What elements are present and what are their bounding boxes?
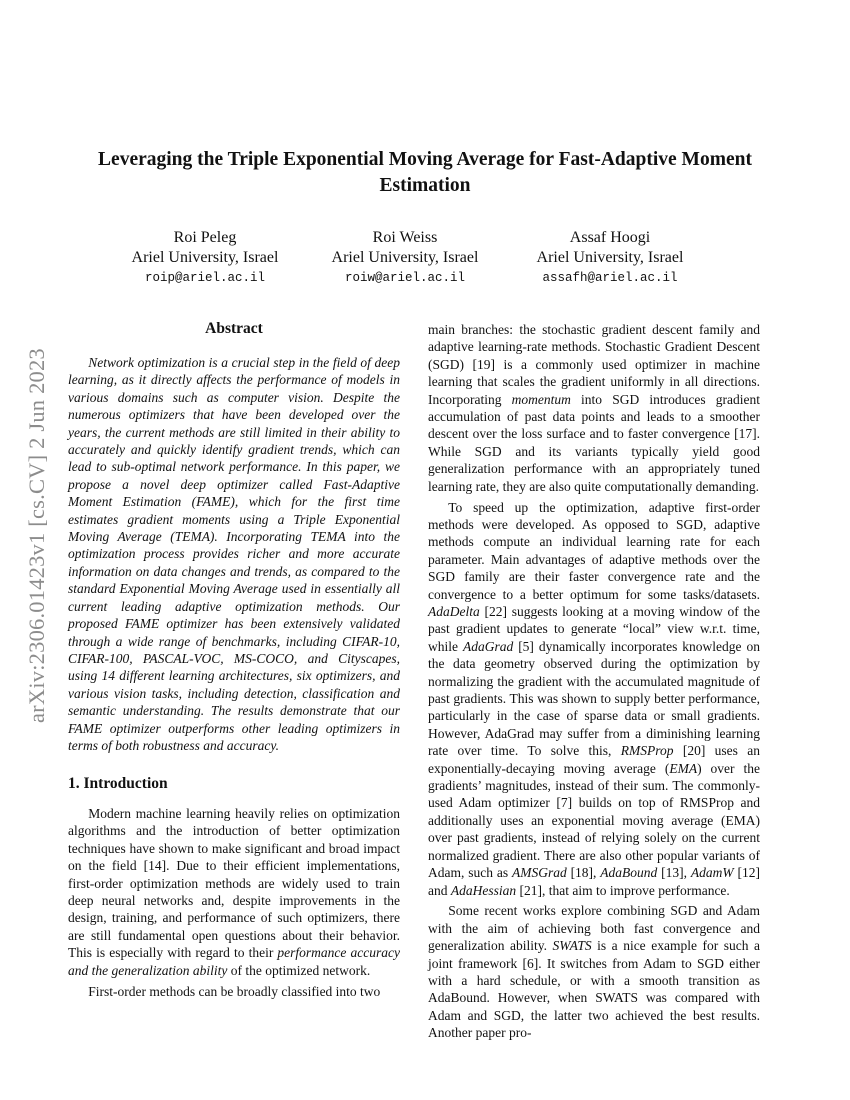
body-paragraph: To speed up the optimization, adaptive first-order methods were developed. As opposed to SGD, adaptive methods compute an individual learning rate for each parameter. Main advantages of adaptive methods over the SGD family are their faster convergence rate and the convergence to a better optimum for some tasks/datasets. AdaDelta [22] suggests looking at a moving window of the past gradient updates to generate “local” view w.r.t. time, while AdaGrad [5] dynamically incorporates knowledge on the data geometry observed during the optimization by normalizing the gradient with the accumulated magnitude of past gradients. This was shown to supply better performance, particularly in the case of sparse data or small gradients. However, AdaGrad may suffer from a diminishing learning rate over time. To solve this, RMSProp [20] uses an exponentially-decaying moving average (EMA) over the gradients’ magnitudes, instead of their sum. The commonly-used Adam optimizer [7] builds on top of RMSProp and additionally uses an exponential moving average (EMA) over past gradients, instead of relying solely on the current normalized gradient. There are also other popular variants of Adam, such as AMSGrad [18], AdaBound [13], AdamW [12] and AdaHessian [21], that aim to improve performance. <box>428 499 760 898</box>
author-email: roiw@ariel.ac.il <box>344 271 466 285</box>
author-block <box>305 228 505 289</box>
author-email: assafh@ariel.ac.il <box>542 271 678 285</box>
author-name: Assaf Hoogi <box>569 229 651 246</box>
abstract-heading: Abstract <box>205 320 263 337</box>
author-email: roip@ariel.ac.il <box>144 271 266 285</box>
body-paragraph: main branches: the stochastic gradient descent family and adaptive learning-rate methods. Stochastic Gradient Descent (SGD) [19] is a commonly used optimizer in machine learning that scales the gradient uniformly in all directions. Incorporating momentum into SGD introduces gradient accumulation of past data points and leads to a smoother descent over the loss surface and to faster convergence [17]. While SGD and its variants typically yield good generalization performance with an appropriately tuned learning rate, they are also quite computationally demanding. <box>428 322 760 494</box>
author-affiliation: Ariel University, Israel <box>131 248 279 266</box>
abstract-text <box>68 354 400 754</box>
right-column-body <box>428 321 760 1045</box>
author-name: Roi Weiss <box>372 229 438 246</box>
author-affiliation: Ariel University, Israel <box>331 248 479 266</box>
author-block <box>105 228 305 289</box>
author-name: Roi Peleg <box>173 229 237 246</box>
section-heading-introduction: 1. Introduction <box>68 775 168 792</box>
body-paragraph: First-order methods can be broadly classified into two <box>88 983 381 999</box>
abstract-paragraph: Network optimization is a crucial step in the field of deep learning, as it directly affects the performance of models in various domains such as computer vision. Despite the numerous optimizers that have been developed over the years, the current methods are still limited in their ability to accurately and quickly identify gradient trends, which can lead to sub-optimal network performance. In this paper, we propose a novel deep optimizer called Fast-Adaptive Moment Estimation (FAME), which for the first time estimates gradient moments using a Triple Exponential Moving Average (TEMA). Incorporating TEMA into the optimization process provides richer and more accurate information on data changes and trends, as compared to the standard Exponential Moving Average used in essentially all current leading adaptive optimization methods. Our proposed FAME optimizer has been extensively validated through a wide range of benchmarks, including CIFAR-10, CIFAR-100, PASCAL-VOC, MS-COCO, and Cityscapes, using 14 different learning architectures, six optimizers, and various vision tasks, including detection, classification and semantic understanding. The results demonstrate that our FAME optimizer outperforms other leading optimizers in terms of both robustness and accuracy. <box>68 355 400 753</box>
author-affiliation: Ariel University, Israel <box>536 248 684 266</box>
body-paragraph: Some recent works explore combining SGD and Adam with the aim of achieving both fast convergence and generalization ability. SWATS is a nice example for such a joint framework [6]. It switches from Adam to SGD either with a hard schedule, or with a smooth transition as AdaBound. However, when SWATS was compared with Adam and SGD, the latter two achieved the best results. Another paper pro- <box>428 903 761 1041</box>
author-block <box>510 228 710 289</box>
arxiv-identifier-stamp: arXiv:2306.01423v1 [cs.CV] 2 Jun 2023 <box>24 348 49 724</box>
left-column-body <box>68 805 400 1003</box>
paper-title: Leveraging the Triple Exponential Moving Average for Fast-Adaptive Moment Estimation <box>98 149 752 196</box>
body-paragraph: Modern machine learning heavily relies on optimization algorithms and the introduction of better optimization techniques have shown to make significant and broad impact on the field [14]. Due to their efficient implementations, first-order optimization methods are widely used to train deep neural networks and, despite improvements in the design, training, and performance of such optimizers, there are still fundamental open questions about their behavior. This is especially with regard to their performance accuracy and the generalization ability of the optimized network. <box>68 806 400 978</box>
